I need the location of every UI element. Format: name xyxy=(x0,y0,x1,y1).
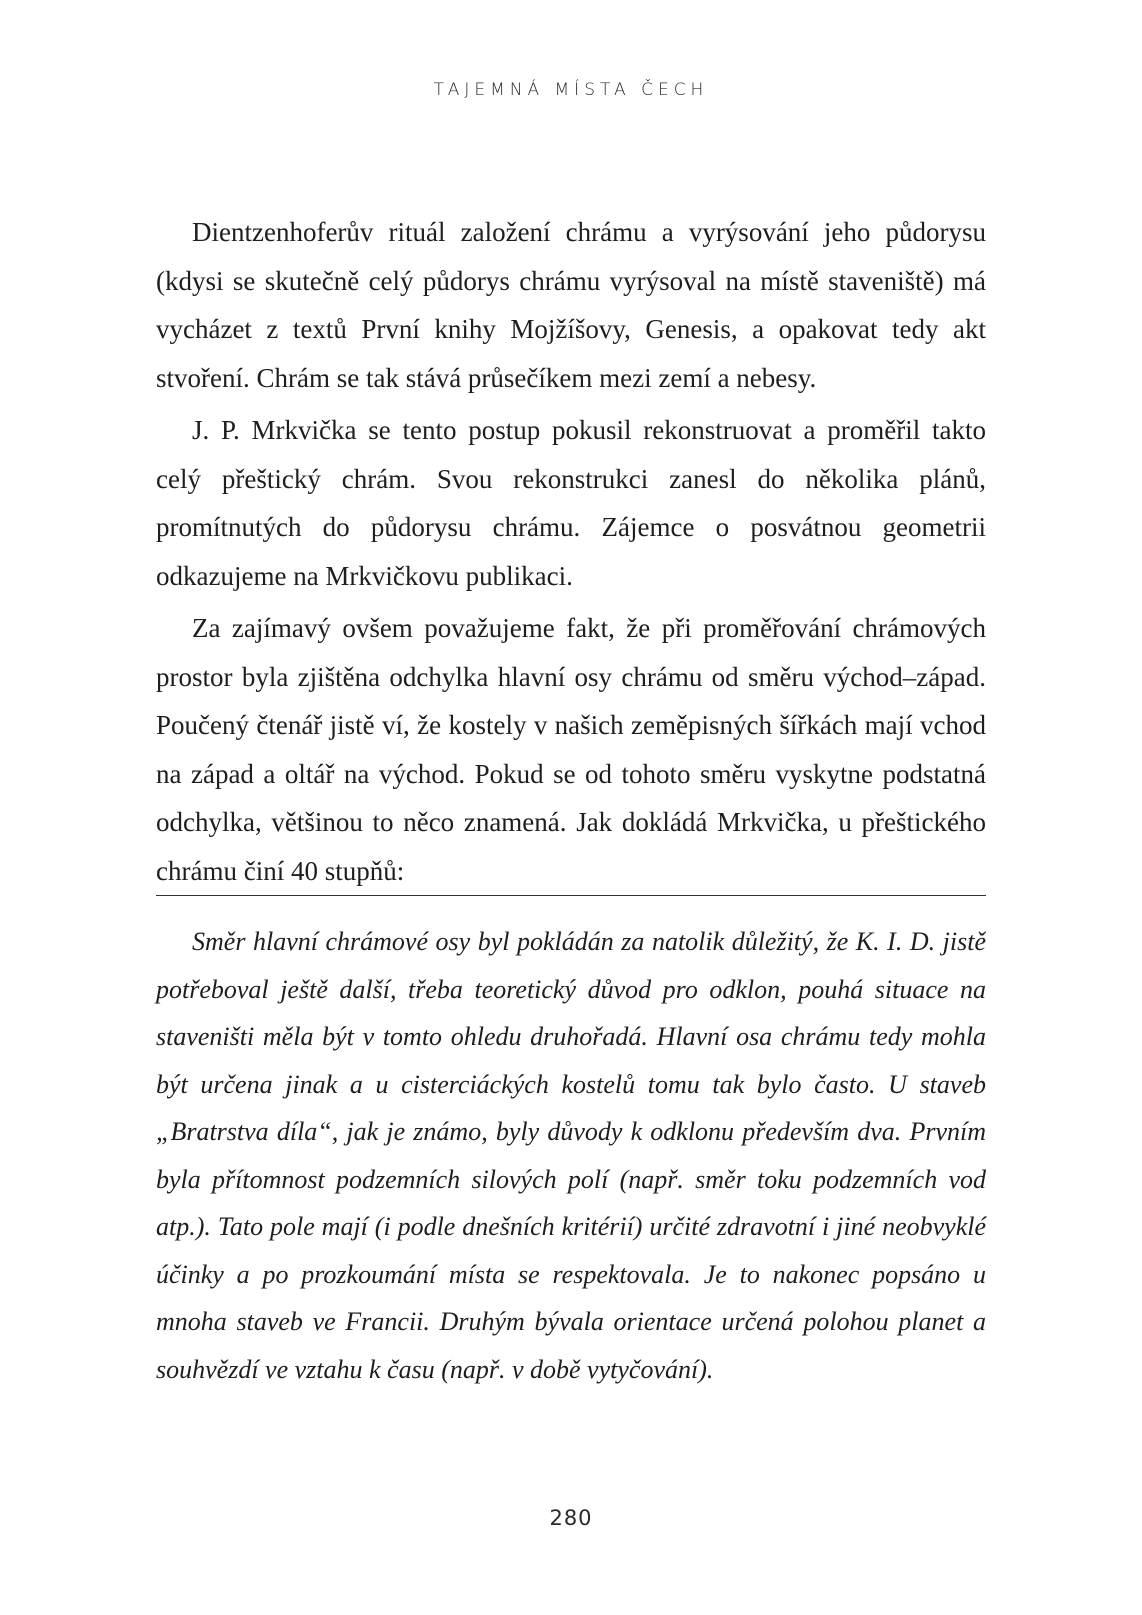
paragraph: Dientzenhoferův rituál založení chrámu a vyrýsování jeho půdorysu (kdysi se skutečně celý půdorys chrámu vyrýsoval na místě staveniště) má vycházet z textů První knihy Mojžíšovy, Genesis, a opakovat tedy akt stvoření. Chrám se tak stává průsečíkem mezi zemí a nebesy. xyxy=(156,217,986,393)
body-text xyxy=(156,208,986,899)
page-number: 280 xyxy=(549,1506,593,1530)
paragraph: Za zajímavý ovšem považujeme fakt, že při proměřování chrámových prostor byla zjištěna odchylka hlavní osy chrámu od směru východ–západ. Poučený čtenář jistě ví, že kostely v našich zeměpisných šířkách mají vchod na západ a oltář na východ. Pokud se od tohoto směru vyskytne podstatná odchylka, většinou to něco znamená. Jak dokládá Mrkvička, u přeštického chrámu činí 40 stupňů: xyxy=(156,613,986,886)
paragraph: J. P. Mrkvička se tento postup pokusil rekonstruovat a proměřil takto celý přeštický chrám. Svou rekonstrukci zanesl do několika plánů, promítnutých do půdorysu chrámu. Zájemce o posvátnou geometrii odkazujeme na Mrkvičkovu publikaci. xyxy=(156,415,986,591)
running-head: TAJEMNÁ MÍSTA ČECH xyxy=(433,80,709,100)
block-quote: Směr hlavní chrámové osy byl pokládán za natolik důležitý, že K. I. D. jistě potřeboval ještě další, třeba teoretický důvod pro odklon, pouhá situace na staveništi měla být v tomto ohledu druhořadá. Hlavní osa chrámu tedy mohla být určena jinak a u cisterciáckých kostelů tomu tak bylo často. U staveb „Bratrstva díla“, jak je známo, byly důvody k odklonu především dva. Prvním byla přítomnost podzemních silových polí (např. směr toku podzemních vod atp.). Tato pole mají (i podle dnešních kritérií) určité zdravotní i jiné neobvyklé účinky a po prozkoumání místa se respektovala. Je to nakonec popsáno u mnoha staveb ve Francii. Druhým bývala orientace určená polohou planet a souhvězdí ve vztahu k času (např. v době vytyčování). xyxy=(156,927,986,1384)
section-divider xyxy=(156,895,986,896)
